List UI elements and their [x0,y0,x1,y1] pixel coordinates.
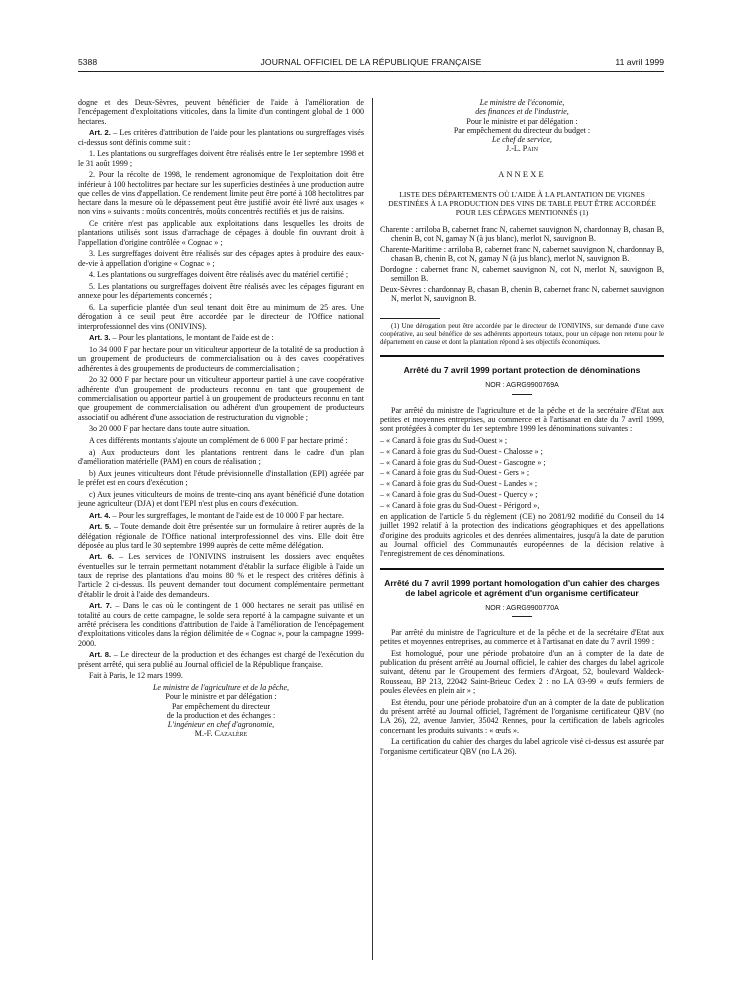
paragraph: 3o 20 000 F par hectare dans toute autre situation. [89,424,250,434]
paragraph: 2o 32 000 F par hectare pour un viticulteur apporteur partiel à une cave coopérative adhérente d'un groupement de producteurs reconnu en tant que groupement de commercialisation ou apporteur partiel à un groupement de producteurs reconnu en tant que groupement de commercialisation ou adhérent d'un groupement de producteurs associatif ou adhérent d'une association de restructuration du vignoble ; [78,375,364,422]
page-header [78,57,664,71]
header-rule [78,71,664,72]
signature-line: des finances et de l'industrie, [475,107,569,117]
annexe-subtitle: LISTE DES DÉPARTEMENTS OÙ L'AIDE À LA PLANTATION DE VIGNES DESTINÉES À LA PRODUCTION DES VINS DE TABLE PEUT ÊTRE ACCORDÉE POUR LES CÉPAGES MENTIONNÉS (1) [388,190,656,218]
arrete-title: Arrêté du 7 avril 1999 portant homologation d'un cahier des charges de label agricole et agrément d'un organisme certificateur [384,577,660,598]
footnote: (1) Une dérogation peut être accordée par le directeur de l'ONIVINS, sur demande d'une cave coopérative, au seul bénéfice de ses adhérents apporteurs totaux, pour un cépage non retenu pour le département en cause et dont la plantation répond à ses objectifs économiques. [380,321,664,347]
department-item: Dordogne : cabernet franc N, cabernet sauvignon N, cot N, merlot N, sauvignon B, semillon B. [380,265,664,284]
right-column [380,98,664,758]
section-separator [380,355,664,357]
department-list [380,225,664,304]
paragraph: 2. Pour la récolte de 1998, le rendement agronomique de l'exploitation doit être inférieur à 100 hectolitres par hectare sur les superficies destinées à une production autre que celles de vins d'appellation. Ce rendement limite peut être porté à 108 hectolitres par hectare dans la mesure où le dépassement peut être justifié avoir été livré aux usages « non vins » suivants : moûts concentrés, moûts concentrés rectifiés et jus de raisins. [78,170,364,217]
paragraph: 4. Les plantations ou surgreffages doivent être réalisés avec du matériel certifié ; [89,270,349,280]
denomination-item: – « Canard à foie gras du Sud-Ouest - Chalosse » ; [380,446,543,456]
paragraph: b) Aux jeunes viticulteurs dont l'étude prévisionnelle d'installation (EPI) agréée par le préfet est en cours d'exécution ; [78,468,364,487]
article-label: Art. 5. [89,522,112,532]
intro-paragraph: dogne et des Deux-Sèvres, peuvent bénéficier de l'aide à l'amélioration de l'encépagement d'exploitations viticoles, dans la limite d'un contingent global de 1 000 hectares. [78,98,364,126]
paragraph: Ce critère n'est pas applicable aux exploitations dans lesquelles les droits de plantations utilisés sont issus d'arrachage de cépages à double fin ouvrant droit à l'appellation d'origine contrôlée « Cognac » ; [78,219,364,247]
paragraph: 6. La superficie plantée d'un seul tenant doit être au minimum de 25 ares. Une dérogation à ce seuil peut être accordée par le directeur de l'Office national interprofessionnel des vins (ONIVINS). [78,303,364,331]
article-label: Art. 4. [89,510,111,520]
footnote-rule [380,318,440,319]
section-separator [380,568,664,570]
department-item: Deux-Sèvres : chardonnay B, chasan B, chenin B, cabernet franc N, cabernet sauvignon N, merlot N, sauvignon B. [380,285,664,304]
column-divider [372,98,373,960]
paragraph: La certification du cahier des charges du label agricole visé ci-dessus est assurée par l'organisme certificateur QBV (no LA 26). [380,737,664,756]
article-label: Art. 2. [89,128,111,138]
paragraph: Est homologué, pour une période probatoire d'un an à compter de la date de publication du présent arrêté au Journal officiel, le cahier des charges du label agricole suivant, détenu par le Groupement des fermiers d'Argoat, 52, boulevard Waldeck-Rousseau, BP 213, 22042 Saint-Brieuc Cedex 2 : no LA 03-99 « œufs fermiers de poules élevées en plein air » ; [380,648,664,695]
article-3: Art. 3. – Pour les plantations, le montant de l'aide est de : [89,333,274,343]
signature-line: Pour le ministre et par délégation : [165,692,277,702]
paragraph: en application de l'article 5 du règlement (CE) no 2081/92 modifié du Conseil du 14 juillet 1992 relatif à la protection des indications géographiques et des appellations d'origine des produits agricoles et des denrées alimentaires, jusqu'à la date de parution au Journal officiel des Communautés européennes de la décision relative à l'enregistrement de ces dénominations. [380,512,664,559]
article-4: Art. 4. – Pour les surgreffages, le montant de l'aide est de 10 000 F par hectare. [89,510,344,520]
signature-line: Par empêchement du directeur du budget : [453,125,591,135]
article-label: Art. 6. [89,552,114,562]
signature-block [380,98,664,154]
signature-line: Le chef de service, [492,135,552,145]
signature-block [78,683,364,739]
denomination-item: – « Canard à foie gras du Sud-Ouest - Gers » ; [380,468,530,478]
nor-reference: NOR : AGRG9900770A [485,604,559,612]
denomination-list [380,436,664,511]
department-item: Charente : arriloba B, cabernet franc N, cabernet sauvignon N, chardonnay B, chasan B, chenin B, cot N, gamay N (à jus blanc), merlot N, sauvignon B. [380,225,664,244]
paragraph: 1o 34 000 F par hectare pour un viticulteur apporteur de la totalité de sa production à un groupement de producteurs de commercialisation ou à des caves coopératives adhérentes à des groupements de producteurs de commercialisation ; [78,345,364,373]
article-5: Art. 5. – Toute demande doit être présentée sur un formulaire à retirer auprès de la délégation régionale de l'Office national interprofessionnel des vins. Elle doit être déposée au plus tard le 30 septembre 1999 auprès de cette même délégation. [78,522,364,550]
fait-a-paris: Fait à Paris, le 12 mars 1999. [89,671,183,681]
nor-reference: NOR : AGRG9900769A [485,382,559,390]
journal-title: JOURNAL OFFICIEL DE LA RÉPUBLIQUE FRANÇAISE [260,57,482,67]
denomination-item: – « Canard à foie gras du Sud-Ouest - Quercy » ; [380,490,538,500]
annexe-title: ANNEXE [498,169,546,179]
signatory-name: M.-F. Cazalère [194,729,248,739]
article-label: Art. 8. [89,650,112,660]
page-date: 11 avril 1999 [615,57,664,67]
paragraph: Est étendu, pour une période probatoire d'un an à compter de la date de publication du présent arrêté au Journal officiel, l'agrément de l'organisme certificateur QBV (no LA 26), 22, avenue Janvier, 35042 Rennes, pour la certification de labels agricoles concernant les produits suivants : « œufs ». [380,697,664,735]
denomination-item: – « Canard à foie gras du Sud-Ouest » ; [380,435,508,445]
signature-line: L'ingénieur en chef d'agronomie, [167,720,275,730]
paragraph: 3. Les surgreffages doivent être réalisés sur des cépages aptes à produire des eaux-de-vie à appellation d'origine « Cognac » ; [78,249,364,268]
paragraph: 1. Les plantations ou surgreffages doivent être réalisés entre le 1er septembre 1998 et le 31 août 1999 ; [78,149,364,168]
signature-line: Par empêchement du directeur [171,701,271,711]
signature-line: Le ministre de l'agriculture et de la pêche, [152,682,290,692]
article-label: Art. 7. [89,601,112,611]
article-2: Art. 2. – Les critères d'attribution de l'aide pour les plantations ou surgreffages visés ci-dessus sont définis comme suit : [78,128,364,147]
nor-rule [512,616,532,617]
denomination-item: – « Canard à foie gras du Sud-Ouest - Périgord », [380,501,540,511]
department-item: Charente-Maritime : arriloba B, cabernet franc N, cabernet sauvignon N, chardonnay B, chasan B, chenin B, cot N, gamay N (à jus blanc), merlot N, sauvignon B. [380,245,664,264]
article-7: Art. 7. – Dans le cas où le contingent de 1 000 hectares ne serait pas utilisé en totalité au cours de cette campagne, le solde sera reporté à la campagne suivante et un arrêté précisera les conditions d'attribution de l'aide à l'amélioration de l'encépagement d'exploitations viticoles dans la région délimitée de « Cognac », pour la campagne 1999-2000. [78,601,364,648]
arrete-title: Arrêté du 7 avril 1999 portant protection de dénominations [403,365,641,376]
signature-line: Le ministre de l'économie, [479,98,565,107]
article-8: Art. 8. – Le directeur de la production et des échanges est chargé de l'exécution du présent arrêté, qui sera publié au Journal officiel de la République française. [78,650,364,669]
left-column [78,98,364,739]
paragraph: a) Aux producteurs dont les plantations rentrent dans le cadre d'un plan d'amélioration matérielle (PAM) en cours de réalisation ; [78,447,364,466]
paragraph: A ces différents montants s'ajoute un complément de 6 000 F par hectare primé : [89,435,348,445]
article-6: Art. 6. – Les services de l'ONIVINS instruisent les dossiers avec enquêtes éventuelles sur le terrain permettant notamment d'établir la surface éligible à l'aide un taux de reprise des plantations d'au moins 80 % et le respect des critères définis à l'article 2 ci-dessus. Ils peuvent demander tout document complémentaire permettant d'établir le droit à l'aide des demandeurs. [78,552,364,599]
signatory-name: J.-L. Pain [506,144,538,154]
signature-line: Pour le ministre et par délégation : [466,116,578,126]
paragraph: Par arrêté du ministre de l'agriculture et de la pêche et de la secrétaire d'Etat aux petites et moyennes entreprises, au commerce et à l'artisanat en date du 7 avril 1999, sont protégées à compter du 1er septembre 1999 les dénominations suivantes : [380,405,664,434]
paragraph: 5. Les plantations ou surgreffages doivent être réalisés avec les cépages figurant en annexe pour les départements concernés ; [78,282,364,301]
nor-rule [512,394,532,395]
article-label: Art. 3. [89,333,111,343]
signature-line: de la production et des échanges : [166,710,276,720]
denomination-item: – « Canard à foie gras du Sud-Ouest - Landes » ; [380,479,538,489]
page-number: 5388 [78,57,98,67]
paragraph: Par arrêté du ministre de l'agriculture et de la pêche et de la secrétaire d'Etat aux petites et moyennes entreprises, au commerce et à l'artisanat en date du 7 avril 1999 : [380,627,664,647]
denomination-item: – « Canard à foie gras du Sud-Ouest - Gascogne » ; [380,457,546,467]
paragraph: c) Aux jeunes viticulteurs de moins de trente-cinq ans ayant bénéficié d'une dotation jeune agriculteur (DJA) et dont l'EPI n'est plus en cours d'exécution. [78,489,364,508]
